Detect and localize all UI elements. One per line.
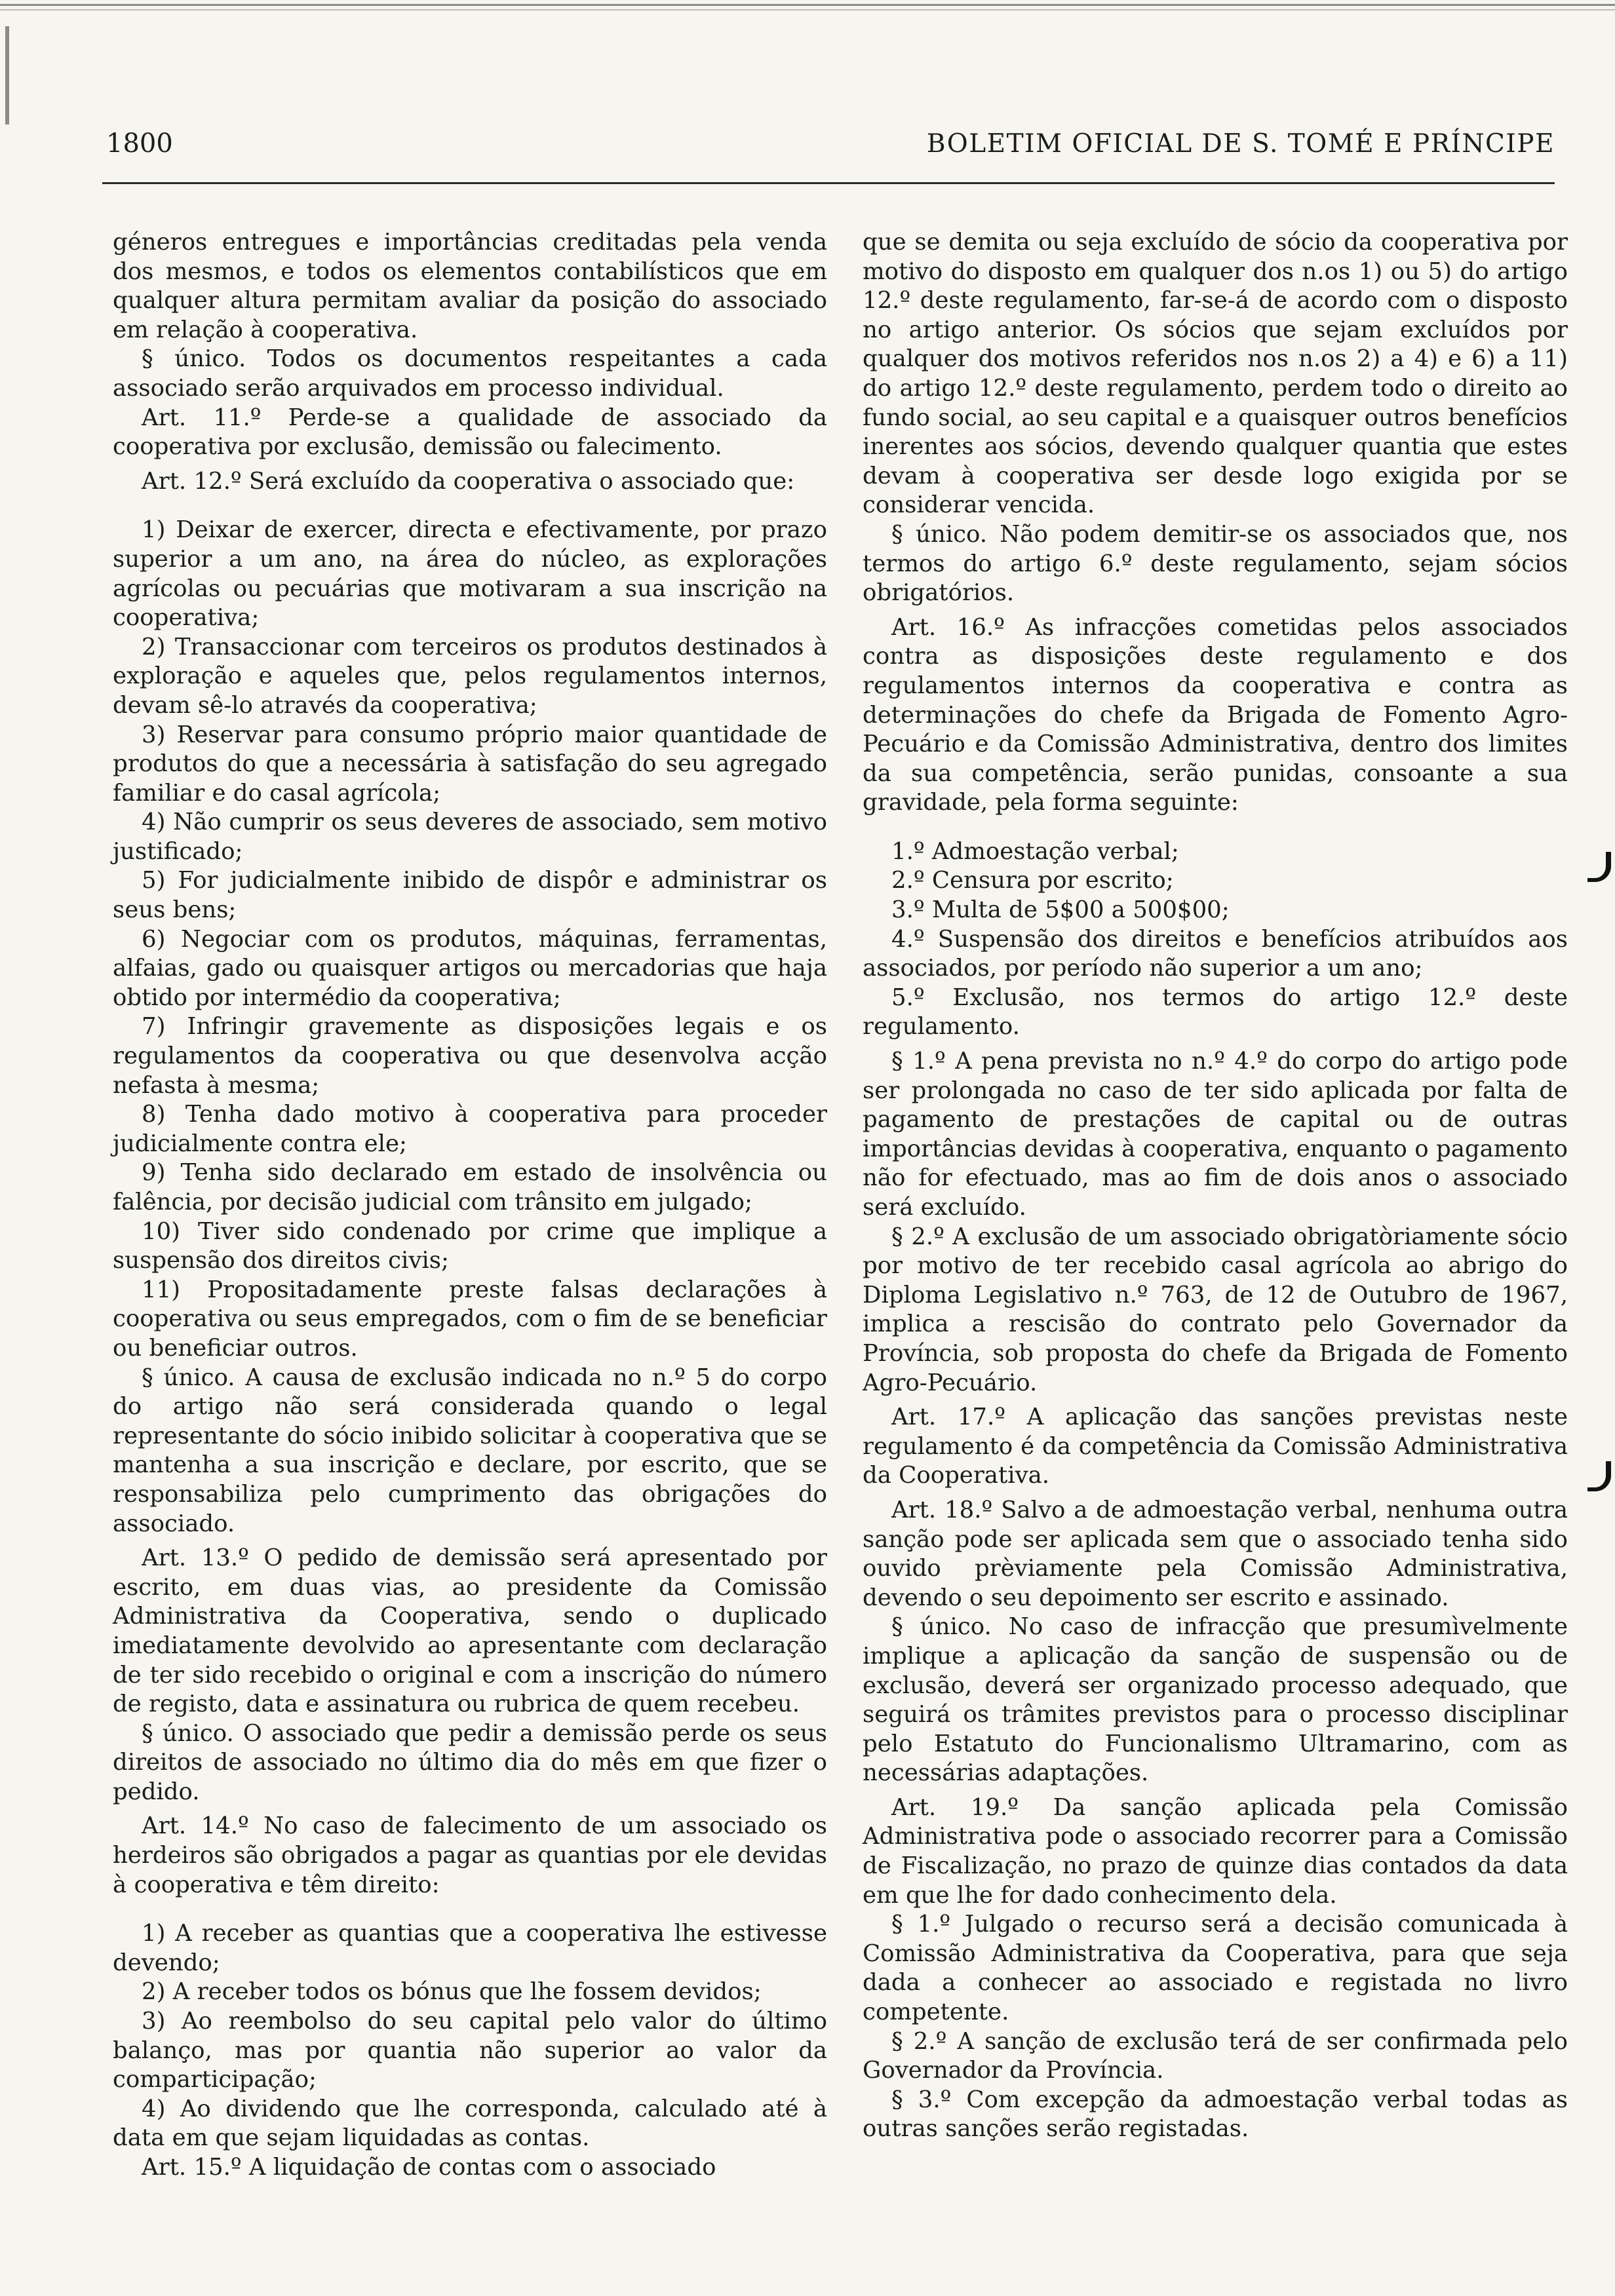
paragraph: § 3.º Com excepção da admoestação verbal todas as outras sanções serão registadas. — [863, 2086, 1568, 2143]
list-item: 4.º Suspensão dos direitos e benefícios atribuídos aos associados, por período não superior a um ano; — [863, 925, 1568, 982]
list-item: 11) Propositadamente preste falsas declarações à cooperativa ou seus empregados, com o fim de se beneficiar ou beneficiar outros. — [113, 1276, 827, 1362]
page-number: 1800 — [106, 128, 173, 159]
paragraph: § único. O associado que pedir a demissão perde os seus direitos de associado no último dia do mês em que fizer o pedido. — [113, 1719, 827, 1805]
list-item: 6) Negociar com os produtos, máquinas, ferramentas, alfaias, gado ou quaisquer artigos ou mercadorias que haja obtido por intermédio da cooperativa; — [113, 925, 827, 1011]
running-title: BOLETIM OFICIAL DE S. TOMÉ E PRÍNCIPE — [926, 129, 1555, 159]
paragraph: § único. Não podem demitir-se os associados que, nos termos do artigo 6.º deste regulamento, sejam sócios obrigatórios. — [863, 520, 1568, 607]
paragraph: § único. Todos os documentos respeitantes a cada associado serão arquivados em processo individual. — [113, 345, 827, 402]
list-item: 2.º Censura por escrito; — [891, 867, 1174, 894]
article-16: Art. 16.º As infracções cometidas pelos associados contra as disposições deste regulamento e dos regulamentos internos da cooperativa e contra as determinações do chefe da Brigada de Fomento Agro-Pecuário e da Comissão Administrativa, dentro dos limites da sua competência, serão punidas, consoante a sua gravidade, pela forma seguinte: — [863, 613, 1568, 816]
scan-left-mark — [5, 26, 9, 124]
list-item: 5.º Exclusão, nos termos do artigo 12.º deste regulamento. — [863, 984, 1568, 1041]
article-19: Art. 19.º Da sanção aplicada pela Comissão Administrativa pode o associado recorrer para a Comissão de Fiscalização, no prazo de quinze dias contados da data em que lhe for dado conhecimento dela. — [863, 1793, 1568, 1909]
article-11: Art. 11.º Perde-se a qualidade de associado da cooperativa por exclusão, demissão ou falecimento. — [113, 404, 827, 461]
header-rule — [102, 182, 1555, 184]
list-item: 3.º Multa de 5$00 a 500$00; — [891, 896, 1230, 924]
article-14-list — [113, 1919, 827, 2153]
list-item: 3) Ao reembolso do seu capital pelo valor do último balanço, mas por quantia não superior ao valor da comparticipação; — [113, 2008, 827, 2094]
list-item: 2) A receber todos os bónus que lhe fossem devidos; — [142, 1978, 762, 2006]
paragraph: § único. A causa de exclusão indicada no n.º 5 do corpo do artigo não será considerada quando o legal representante do sócio inibido solicitar à cooperativa que se mantenha a sua inscrição e declare, por escrito, que se responsabiliza pelo cumprimento das obrigações do associado. — [113, 1364, 827, 1537]
scan-top-edge-2 — [0, 9, 1615, 10]
list-item: 4) Ao dividendo que lhe corresponda, calculado até à data em que sejam liquidadas as contas. — [113, 2095, 827, 2152]
list-item: 3) Reservar para consumo próprio maior quantidade de produtos do que a necessária à satisfação do seu agregado familiar e do casal agrícola; — [113, 721, 827, 807]
list-item: 1.º Admoestação verbal; — [891, 837, 1179, 865]
article-15: Art. 15.º A liquidação de contas com o associado — [142, 2154, 716, 2181]
list-item: 1) Deixar de exercer, directa e efectivamente, por prazo superior a um ano, na área do núcleo, as explorações agrícolas ou pecuárias que motivaram a sua inscrição na cooperativa; — [113, 516, 827, 632]
page-header — [106, 128, 1555, 159]
article-16-list — [863, 837, 1568, 1042]
paragraph: que se demita ou seja excluído de sócio da cooperativa por motivo do disposto em qualquer dos n.os 1) ou 5) do artigo 12.º deste regulamento, far-se-á de acordo com o disposto no artigo anterior. Os sócios que sejam excluídos por qualquer dos motivos referidos nos n.os 2) a 4) e 6) a 11) do artigo 12.º deste regulamento, perdem todo o direito ao fundo social, ao seu capital e a quaisquer outros benefícios inerentes aos sócios, devendo qualquer quantia que estes devam à cooperativa ser desde logo exigida por se considerar vencida. — [863, 229, 1568, 519]
article-13: Art. 13.º O pedido de demissão será apresentado por escrito, em duas vias, ao presidente da Comissão Administrativa da Cooperativa, sendo o duplicado imediatamente devolvido ao apresentante com declaração de ter sido recebido o original e com a inscrição do número de registo, data e assinatura ou rubrica de quem recebeu. — [113, 1544, 827, 1718]
article-12-list — [113, 516, 827, 1363]
article-12: Art. 12.º Será excluído da cooperativa o associado que: — [142, 467, 795, 495]
list-item: 10) Tiver sido condenado por crime que implique a suspensão dos direitos civis; — [113, 1217, 827, 1274]
list-item: 9) Tenha sido declarado em estado de insolvência ou falência, por decisão judicial com trânsito em julgado; — [113, 1159, 827, 1215]
paragraph: § 1.º Julgado o recurso será a decisão comunicada à Comissão Administrativa da Cooperativa, para que seja dada a conhecer ao associado e registada no livro competente. — [863, 1911, 1568, 2026]
list-item: 7) Infringir gravemente as disposições legais e os regulamentos da cooperativa ou que desenvolva acção nefasta à mesma; — [113, 1013, 827, 1099]
article-17: Art. 17.º A aplicação das sanções previstas neste regulamento é da competência da Comissão Administrativa da Cooperativa. — [863, 1404, 1568, 1489]
article-14: Art. 14.º No caso de falecimento de um associado os herdeiros são obrigados a pagar as quantias por ele devidas à cooperativa e têm direito: — [113, 1812, 827, 1898]
right-column — [863, 228, 1568, 2144]
list-item: 4) Não cumprir os seus deveres de associado, sem motivo justificado; — [113, 809, 827, 865]
scan-margin-mark — [1587, 852, 1611, 882]
paragraph: géneros entregues e importâncias creditadas pela venda dos mesmos, e todos os elementos contabilísticos que em qualquer altura permitam avaliar da posição do associado em relação à cooperativa. — [113, 229, 827, 343]
paragraph: § 2.º A sanção de exclusão terá de ser confirmada pelo Governador da Província. — [863, 2027, 1568, 2084]
left-column — [113, 228, 827, 2183]
paragraph: § único. No caso de infracção que presumìvelmente implique a aplicação da sanção de suspensão ou de exclusão, deverá ser organizado processo adequado, que seguirá os trâmites previstos para o processo disciplinar pelo Estatuto do Funcionalismo Ultramarino, com as necessárias adaptações. — [863, 1613, 1568, 1787]
paragraph: § 2.º A exclusão de um associado obrigatòriamente sócio por motivo de ter recebido casal agrícola ao abrigo do Diploma Legislativo n.º 763, de 12 de Outubro de 1967, implica a rescisão do contrato pelo Governador da Província, sob proposta do chefe da Brigada de Fomento Agro-Pecuário. — [863, 1223, 1568, 1396]
scan-top-edge — [0, 4, 1615, 6]
list-item: 5) For judicialmente inibido de dispôr e administrar os seus bens; — [113, 867, 827, 924]
paragraph: § 1.º A pena prevista no n.º 4.º do corpo do artigo pode ser prolongada no caso de ter sido aplicada por falta de pagamento de prestações de capital ou de outras importâncias devidas à cooperativa, enquanto o pagamento não for efectuado, mas ao fim de dois anos o associado será excluído. — [863, 1048, 1568, 1221]
list-item: 8) Tenha dado motivo à cooperativa para proceder judicialmente contra ele; — [113, 1101, 827, 1157]
article-18: Art. 18.º Salvo a de admoestação verbal, nenhuma outra sanção pode ser aplicada sem que o associado tenha sido ouvido prèviamente pela Comissão Administrativa, devendo o seu depoimento ser escrito e assinado. — [863, 1496, 1568, 1611]
list-item: 1) A receber as quantias que a cooperativa lhe estivesse devendo; — [113, 1920, 827, 1976]
scan-margin-mark — [1587, 1461, 1611, 1491]
list-item: 2) Transaccionar com terceiros os produtos destinados à exploração e aqueles que, pelos regulamentos internos, devam sê-lo através da cooperativa; — [113, 633, 827, 719]
